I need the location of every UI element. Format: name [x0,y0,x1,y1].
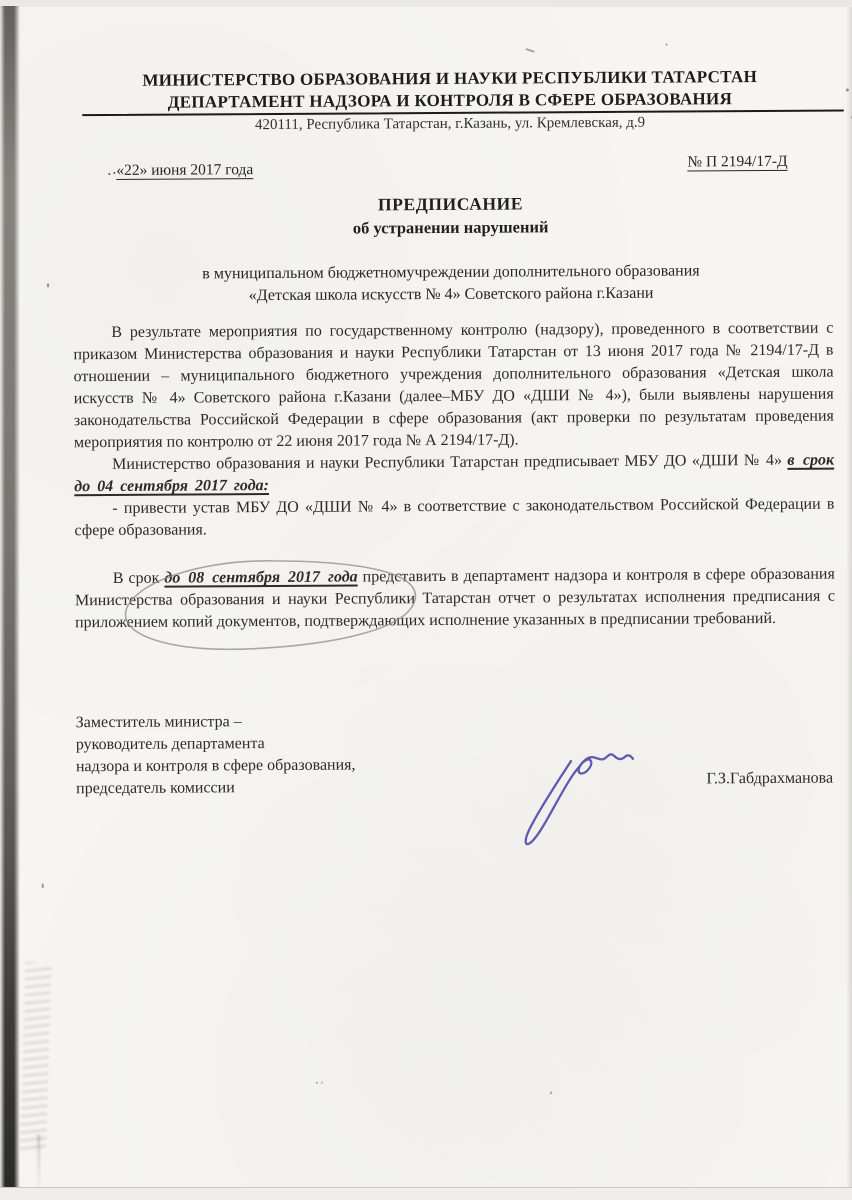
scanner-right-shadow [846,7,852,1188]
document-page [12,7,852,1188]
scan-speck [526,48,535,53]
position-line: председатель комиссии [76,779,235,798]
letterhead-department: ДЕПАРТАМЕНТ НАДЗОРА И КОНТРОЛЯ В СФЕРЕ ОБРАЗОВАНИЯ [167,88,733,112]
prescription-text: Министерство образования и науки Республики Татарстан предписывает МБУ ДО «ДШИ № 4» [112,451,788,473]
scan-speck [47,283,49,287]
letterhead-ministry: МИНИСТЕРСТВО ОБРАЗОВАНИЯ И НАУКИ РЕСПУБЛИКИ ТАТАРСТАН [142,67,758,90]
signatory-name: Г.З.Габдрахманова [706,769,834,788]
report-deadline-prefix: В срок [112,569,165,587]
document-number-text: № П 2194/17-Д [687,152,788,171]
addressee-line1: в муниципальном бюджетномучреждении дополнительного образования [202,262,700,283]
document-subtitle: об устранении нарушений [352,217,549,238]
scanner-left-shadow [0,6,20,1190]
page-content [8,4,852,1190]
scan-speck [42,883,44,888]
letterhead-address: 420111, Республика Татарстан, г.Казань, ул. Кремлевская, д.9 [254,114,646,134]
position-line: руководитель департамента [75,735,265,754]
position-line: надзора и контроля в сфере образования, [75,756,356,776]
scan-speck [666,44,668,46]
scan-speck [316,1082,318,1084]
document-title: ПРЕДПИСАНИЕ [377,193,524,215]
paragraph-inspection-result: В результате мероприятия по государственному контролю (надзору), проведенного в соответствии с приказом Министерства образования и науки Республики Татарстан от 13 июня 2017 года № 2194/17-Д в отношении – муниципального бюджетного учреждения дополнительного образования «Детская школа искусств № 4» Советского района г.Казани (далее–МБУ ДО «ДШИ № 4»), были выявлены нарушения законодательства Российской Федерации в сфере образования (акт проверки по результатам проведения мероприятия по контролю от 22 июня 2017 года № А 2194/17-Д). [73,319,834,452]
deadline-04-september: в срок до 04 сентября 2017 года: [74,451,835,496]
paragraph-prescription [74,450,834,499]
paragraph-requirement: - привести устав МБУ ДО «ДШИ № 4» в соответствие с законодательством Российской Федерации в сфере образования. [74,495,835,540]
document-date [116,161,253,180]
margin-pencil-smudge [20,962,51,1151]
deadline-08-september: до 08 сентября 2017 года [164,568,358,587]
addressee-line2: «Детская школа искусств № 4» Советского района г.Казани [248,284,654,305]
scanner-bottom-edge [0,1187,852,1200]
position-line: Заместитель министра – [75,713,242,732]
scan-speck [321,1082,323,1084]
document-number [687,153,787,172]
handwritten-signature [505,743,646,849]
letterhead [79,66,821,114]
document-date-text: «22» июня 2017 года [116,161,254,179]
handwritten-circle-annotation [109,553,432,654]
scan-speck [550,1091,552,1094]
scan-speck [108,173,110,175]
signatory-position [76,711,356,801]
report-deadline-suffix: представить в департамент надзора и контроля в сфере образования Министерства образования и науки Республики Татарстан отчет о результатах исполнения предписания с приложением копий документов, подтверждающих исполнение указанных в предписании требований. [74,565,835,632]
scan-speck [113,172,115,174]
